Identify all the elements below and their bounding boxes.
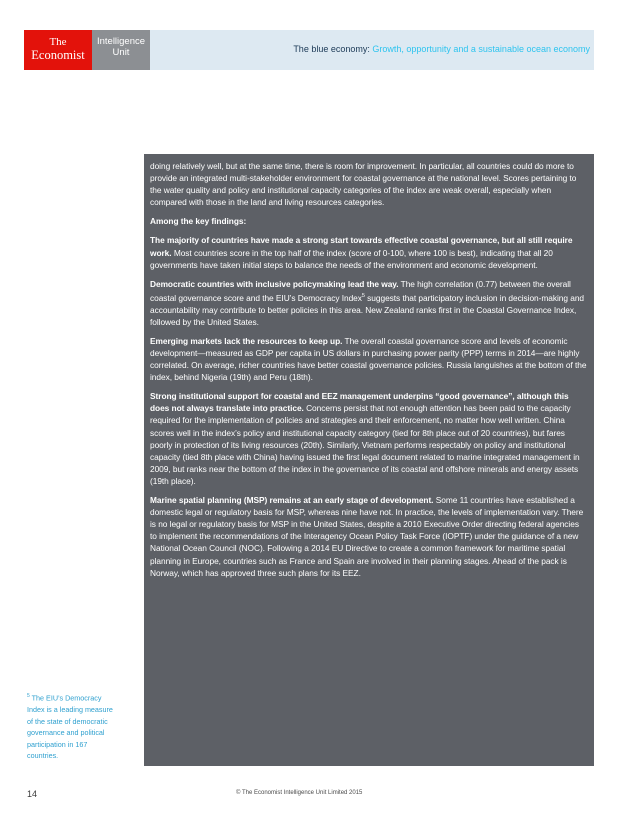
finding-text: Concerns persist that not enough attention has been paid to the capacity required for the implementation of policies and strategies and their enforcement, no matter how well written. China scores well in the index’s policy and institutional capacity category (tied for 8th place out of 20 countries), but fares poorly in protection of its living resources (20th). Similarly, Vietnam performs respectably on policy and institutional capacity (tied 8th place with China) having issued the first legal document related to marine integrated management in 2009, but ranks near the bottom of the index in the governance of its coastal and offshore minerals and energy assets (19th place).	[150, 403, 580, 486]
report-title	[293, 44, 590, 54]
footnote-marker: 5	[27, 693, 30, 699]
finding-paragraph	[150, 335, 588, 383]
intelligence-unit-logo	[92, 30, 150, 70]
report-title-main: The blue economy:	[293, 44, 370, 54]
key-findings-label: Among the key findings:	[150, 216, 247, 227]
footnote-text: The EIU’s Democracy Index is a leading measure of the state of democratic governance and political participation in 167 countries.	[27, 693, 113, 761]
logo-line-intelligence: Intelligence	[96, 36, 146, 47]
finding-heading: Strong institutional support for coastal and EEZ management underpins “good governance”, although this does not always translate into practice.	[150, 391, 569, 414]
finding-heading: Emerging markets lack the resources to keep up.	[150, 335, 343, 346]
finding-paragraph	[150, 234, 588, 270]
finding-text: suggests that participatory inclusion in decision-making and accountability may contribute to better policies in this area. New Zealand ranks first in the Coastal Governance Index, followed by the United States.	[150, 292, 585, 327]
finding-paragraph	[150, 494, 588, 579]
finding-paragraph	[150, 278, 588, 328]
finding-heading: Democratic countries with inclusive policymaking lead the way.	[150, 278, 399, 289]
finding-text: Some 11 countries have established a domestic legal or regulatory basis for MSP, whereas nine have not. In practice, the levels of implementation vary. There is no legal or regulatory basis for MSP in the United States, despite a 2010 Executive Order directing federal agencies to implement the recommendations of the Interagency Ocean Policy Task Force (IOPTF) under the guidance of a new National Ocean Council (NOC). Following a 2014 EU Directive to create a common framework for maritime spatial planning in Europe, countries such as France and Spain are involved in their planning stages. Ahead of the pack is Norway, which has approved three such plans for its EEZ.	[150, 495, 584, 578]
economist-logo	[24, 30, 92, 70]
finding-heading: The majority of countries have made a strong start towards effective coastal governance, but all still require work.	[150, 235, 573, 258]
finding-text: The high correlation (0.77) between the overall coastal governance score and the EIU’s Democracy Index	[150, 278, 571, 303]
finding-text: The overall coastal governance score and levels of economic development—measured as GDP per capita in US dollars in purchasing power parity (PPP) terms in 2014—are highly correlated. On average, richer countries have better coastal governance policies. Russia languishes at the bottom of the index, behind Nigeria (19th) and Peru (18th).	[150, 335, 587, 383]
report-title-highlight: Growth, opportunity and a sustainable ocean economy	[369, 44, 590, 54]
copyright-notice: © The Economist Intelligence Unit Limited 2015	[236, 790, 363, 796]
logo-line-the: The	[49, 36, 67, 48]
intro-paragraph: doing relatively well, but at the same time, there is room for improvement. In particular, all countries could do more to provide an integrated multi-stakeholder environment for coastal governance at the national level. Scores pertaining to the water quality and policy and institutional capacity categories of the index are weak overall, especially when compared with those in the land and living resources categories.	[150, 161, 577, 208]
logo-line-economist: Economist	[31, 48, 85, 62]
finding-heading: Marine spatial planning (MSP) remains at an early stage of development.	[150, 495, 434, 506]
main-text-panel	[144, 154, 594, 766]
key-findings-heading	[150, 215, 588, 227]
page-number: 14	[27, 789, 38, 799]
footnote-reference: 5	[361, 292, 365, 299]
finding-paragraph	[150, 390, 588, 487]
finding-text: Most countries score in the top half of the index (score of 0-100, where 100 is best), indicating that all 20 governments have taken initial steps to balance the needs of the environment and economic development.	[150, 247, 553, 270]
footnote	[27, 691, 113, 762]
logo-line-unit: Unit	[112, 47, 130, 58]
